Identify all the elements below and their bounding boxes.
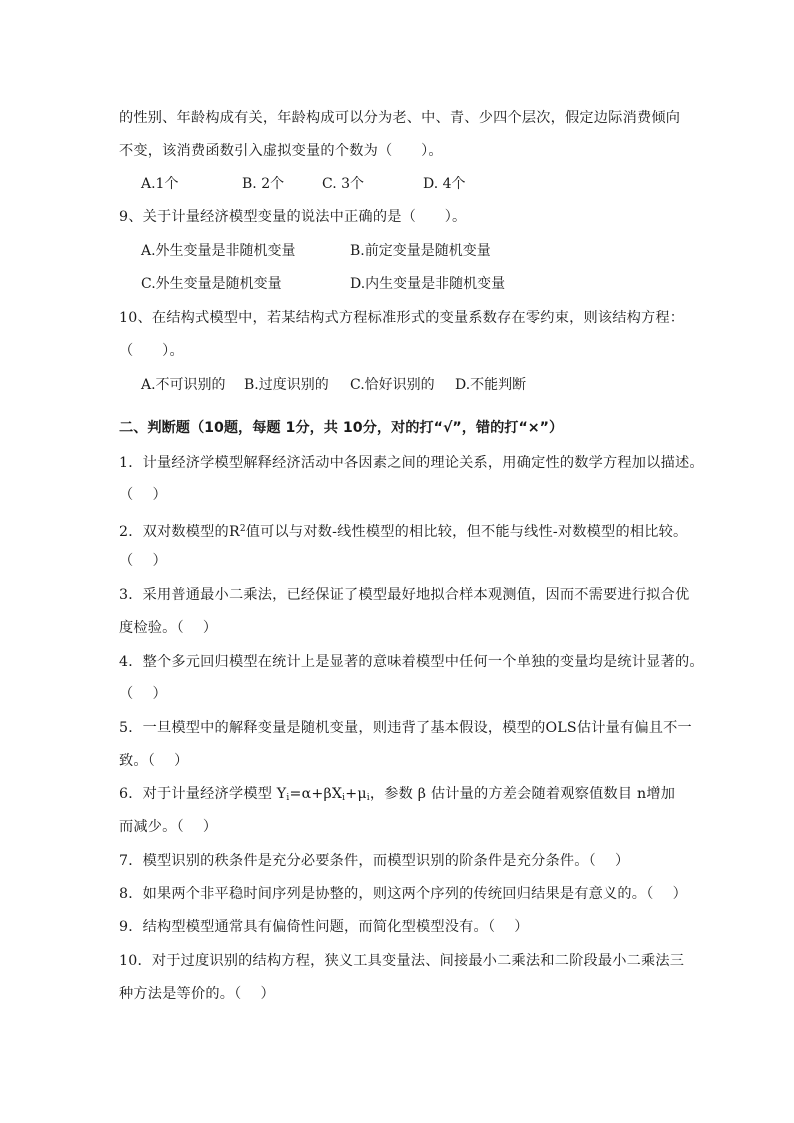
- q9-option-c: C.外生变量是随机变量: [141, 276, 282, 292]
- q8-option-d: D. 4个: [423, 176, 466, 192]
- judge-6-mid2: +μ: [345, 786, 367, 802]
- judge-2-post: 值可以与对数-线性模型的相比较，但不能与线性-对数模型的相比较。: [245, 524, 688, 540]
- judge-1-line1: 1．计量经济学模型解释经济活动中各因素之间的理论关系，用确定性的数学方程加以描述。: [119, 455, 704, 471]
- judge-2-line2: （ ）: [119, 553, 167, 569]
- section-heading-judgment: 二、判断题（10题，每题 1分，共 10分，对的打“√”，错的打“×”）: [119, 420, 564, 436]
- judge-7: 7．模型识别的秩条件是充分必要条件，而模型识别的阶条件是充分条件。（ ）: [119, 853, 630, 869]
- judge-9: 9．结构型模型通常具有偏倚性问题，而简化型模型没有。（ ）: [119, 919, 529, 935]
- judge-5-line1: 5．一旦模型中的解释变量是随机变量，则违背了基本假设，模型的OLS估计量有偏且不一: [119, 720, 692, 736]
- q8-option-a: A.1个: [141, 176, 179, 192]
- judge-3-line1: 3．采用普通最小二乘法，已经保证了模型最好地拟合样本观测值，因而不需要进行拟合优: [119, 587, 690, 603]
- judge-4-line2: （ ）: [119, 686, 167, 702]
- judge-6-sub3: i: [366, 793, 370, 803]
- judge-2-pre: 2．双对数模型的R: [119, 524, 240, 540]
- judge-10-line1: 10．对于过度识别的结构方程，狭义工具变量法、间接最小二乘法和二阶段最小二乘法三: [119, 953, 685, 969]
- judge-10-line2: 种方法是等价的。（ ）: [119, 986, 275, 1002]
- q9-option-a: A.外生变量是非随机变量: [141, 243, 296, 259]
- q8-option-b: B. 2个: [242, 176, 285, 192]
- judge-3-line2: 度检验。（ ）: [119, 620, 218, 636]
- judge-6-line2: 而减少。（ ）: [119, 819, 218, 835]
- judge-5-line2: 致。（ ）: [119, 753, 189, 769]
- q9-option-d: D.内生变量是非随机变量: [350, 276, 506, 292]
- judge-6-pre: 6．对于计量经济学模型 Y: [119, 786, 287, 802]
- judge-6-sub2: i: [342, 793, 346, 803]
- judge-2-line1: [119, 519, 687, 542]
- q9-stem: 9、关于计量经济模型变量的说法中正确的是（ ）。: [119, 209, 467, 225]
- q9-option-b: B.前定变量是随机变量: [350, 243, 491, 259]
- q10-text-line1: 10、在结构式模型中，若某结构式方程标准形式的变量系数存在零约束，则该结构方程：: [119, 310, 685, 326]
- judge-6-line1: [119, 784, 675, 808]
- q8-text-line1: 的性别、年龄构成有关，年龄构成可以分为老、中、青、少四个层次，假定边际消费倾向: [119, 110, 681, 126]
- q10-option-a: A.不可识别的: [141, 377, 226, 393]
- q10-text-line2: （ ）。: [119, 343, 184, 359]
- judge-2-sup: 2: [239, 524, 246, 534]
- q10-option-d: D.不能判断: [455, 377, 527, 393]
- judge-8: 8．如果两个非平稳时间序列是协整的，则这两个序列的传统回归结果是有意义的。（ ）: [119, 886, 687, 902]
- judge-6-sub1: i: [286, 793, 290, 803]
- q8-text-line2: 不变，该消费函数引入虚拟变量的个数为（ ）。: [119, 143, 443, 159]
- judge-6-mid1: =α+βX: [289, 786, 343, 802]
- judge-6-post: ，参数 β 估计量的方差会随着观察值数目 n增加: [369, 786, 676, 802]
- judge-4-line1: 4．整个多元回归模型在统计上是显著的意味着模型中任何一个单独的变量均是统计显著的。: [119, 654, 704, 670]
- q8-option-c: C. 3个: [322, 176, 365, 192]
- q10-option-c: C.恰好识别的: [350, 377, 435, 393]
- q10-option-b: B.过度识别的: [244, 377, 329, 393]
- judge-1-line2: （ ）: [119, 487, 167, 503]
